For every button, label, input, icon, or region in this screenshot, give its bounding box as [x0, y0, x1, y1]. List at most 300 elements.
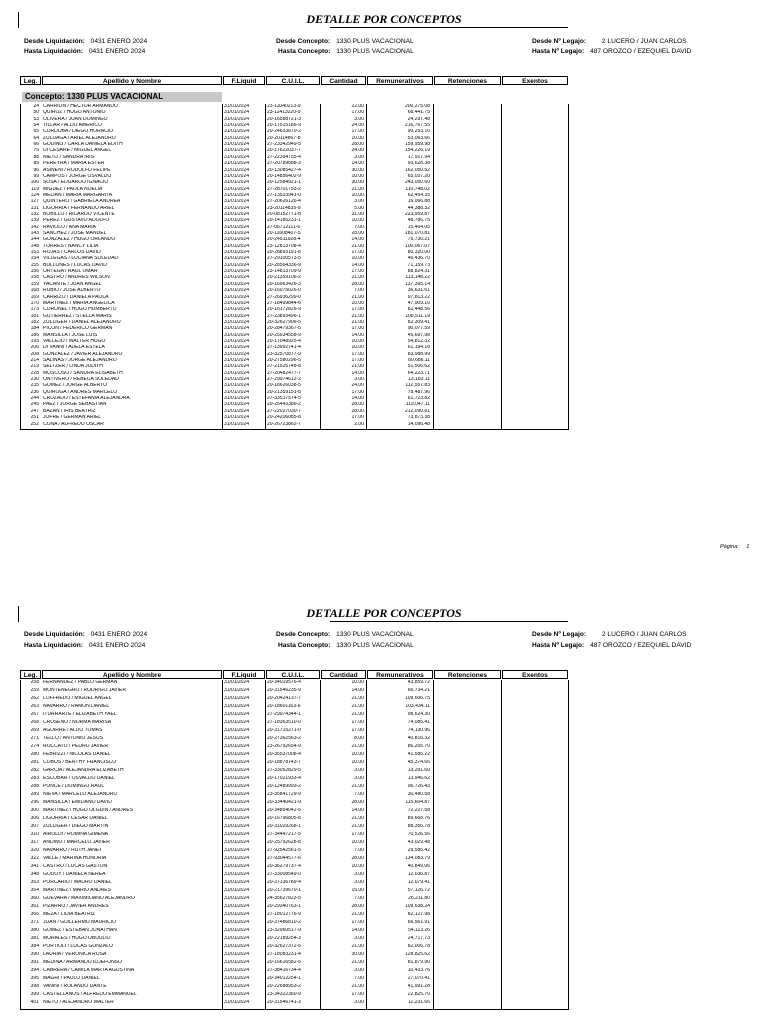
cantidad-cell: 10.00	[351, 338, 364, 344]
remunerativo-cell: 41,991.28	[407, 984, 430, 989]
cantidad-cell: 14.00	[351, 688, 364, 693]
name-cell: MORALES / HUGO OBDULIO	[43, 936, 111, 941]
date-cell: 31/01/2024	[224, 752, 250, 757]
name-cell: RUBIO / JOSE ALBERTO	[43, 288, 101, 294]
date-cell: 31/01/2024	[224, 243, 250, 249]
remunerativo-cell: 53,063.66	[407, 135, 430, 141]
data-table-page-2	[0, 680, 768, 1020]
name-cell: ESCOBAR / OSVALDO DANIEL	[43, 776, 115, 781]
cantidad-cell: 3.00	[354, 768, 364, 773]
cuil-cell: 23-11413220-9	[267, 110, 301, 116]
cantidad-cell: 17.00	[351, 307, 364, 313]
cantidad-cell: 21.00	[351, 294, 364, 300]
cuil-cell: 23-26792654-9	[267, 744, 301, 749]
legajo-cell: 300	[30, 808, 39, 813]
date-cell: 31/01/2024	[224, 167, 250, 173]
cuil-cell: 20-20424137-7	[267, 696, 301, 701]
table-row	[0, 352, 768, 358]
name-cell: VALLEJO / WALTER HUGO	[43, 338, 106, 344]
cuil-cell: 20-16172826-9	[267, 307, 301, 313]
table-row	[0, 364, 768, 370]
cuil-cell: 20-29340763-1	[267, 904, 301, 909]
cuil-cell: 27-18499844-6	[267, 300, 301, 306]
legajo-cell: 395	[30, 976, 39, 981]
table-row	[0, 345, 768, 351]
table-gridline	[366, 680, 367, 1009]
cantidad-cell: 17.00	[351, 920, 364, 925]
remunerativo-cell: 93,628.38	[407, 161, 430, 167]
cuil-cell: 20-17515186-9	[267, 123, 301, 129]
cantidad-cell: 17.00	[351, 415, 364, 421]
table-gridline	[433, 680, 434, 1009]
remunerativo-cell: 109,638.24	[404, 904, 430, 909]
cantidad-cell: 14.00	[351, 237, 364, 243]
date-cell: 31/01/2024	[224, 262, 250, 268]
date-cell: 31/01/2024	[224, 300, 250, 306]
col-exentos: Exentos	[502, 670, 568, 679]
name-cell: JOFRE / GERMAN ARIEL	[43, 415, 102, 421]
remunerativo-cell: 16,066.88	[407, 199, 430, 205]
remunerativo-cell: 98,624.30	[407, 712, 430, 717]
name-cell: CRUSENO / NORMA MARISA	[43, 720, 112, 725]
cuil-cell: 20-25792628-8	[267, 840, 301, 845]
legajo-cell: 206	[30, 345, 39, 351]
legajo-cell: 173	[30, 307, 39, 313]
cuil-cell: 27-13533941-0	[267, 192, 301, 198]
cantidad-cell: 14.00	[351, 332, 364, 338]
cuil-cell: 20-28893191-8	[267, 250, 301, 256]
remunerativo-cell: 65,037.20	[407, 173, 430, 179]
name-cell: ITURRARTE / ELIZABETH YAEL	[43, 712, 117, 717]
remunerativo-cell: 82,309.41	[407, 319, 430, 325]
cantidad-cell: 17.00	[351, 832, 364, 837]
hasta-liquidacion: Hasta Liquidación: 0431 ENERO 2024	[24, 642, 146, 649]
cantidad-cell: 28.00	[351, 904, 364, 909]
table-row	[0, 760, 768, 766]
remunerativo-cell: 80,686.11	[408, 358, 430, 363]
name-cell: MARTINEZ / MARIO ANDRES	[43, 888, 111, 893]
legajo-cell: 170	[30, 300, 39, 306]
date-cell: 31/01/2024	[224, 888, 250, 893]
cuil-cell: 20-31546741-3	[267, 1000, 301, 1005]
remunerativo-cell: 22,825.70	[407, 992, 430, 997]
name-cell: CARRION / HECTOR ARMANDO	[43, 104, 118, 109]
remunerativo-cell: 108,511.19	[405, 313, 430, 319]
cuil-cell: 27-20789688-3	[267, 161, 301, 167]
name-cell: RAVIOLO / ANA MARIA	[43, 224, 96, 230]
name-cell: QUIROGA / ANDRES MARCELO	[43, 389, 118, 395]
cuil-cell: 23-34322360-9	[267, 992, 301, 997]
remunerativo-cell: 68,441.75	[407, 110, 430, 116]
legajo-cell: 384	[30, 944, 39, 949]
report-title: DETALLE POR CONCEPTOS	[306, 606, 462, 620]
desde-legajo: Desde Nº Legajo: 2 LUCERO / JUAN CARLOS	[532, 631, 687, 638]
table-row	[0, 180, 768, 186]
cantidad-cell: 10.00	[351, 135, 364, 141]
remunerativo-cell: 71,159.73	[407, 262, 430, 268]
table-gridline	[433, 104, 434, 429]
cantidad-cell: 10.00	[351, 218, 364, 224]
date-cell: 31/01/2024	[224, 313, 250, 319]
cantidad-cell: 3.00	[354, 1000, 364, 1005]
name-cell: PICON / FEDERICO GERMAN	[43, 326, 113, 332]
table-row	[0, 415, 768, 421]
name-cell: CASTELLANOS / ALFREDO EMMANUEL	[43, 992, 137, 997]
legajo-cell: 247	[30, 408, 39, 414]
table-row	[0, 872, 768, 878]
cuil-cell: 27-06712111-6	[267, 224, 301, 230]
date-cell: 31/01/2024	[224, 161, 250, 167]
name-cell: MELIAN / MARIA MARGARITA	[43, 192, 113, 198]
remunerativo-cell: 13,946.62	[407, 776, 430, 781]
legajo-cell: 289	[30, 792, 39, 797]
legajo-cell: 106	[30, 180, 39, 186]
remunerativo-cell: 78,487.96	[407, 389, 430, 395]
desde-legajo: Desde Nº Legajo: 2 LUCERO / JUAN CARLOS	[532, 38, 687, 45]
remunerativo-cell: 110,748.02	[405, 186, 430, 192]
name-cell: QUIROZ / HUGO ANTONIO	[43, 110, 106, 116]
cuil-cell: 20-14856402-9	[267, 173, 301, 179]
table-row	[0, 688, 768, 694]
remunerativo-cell: 17,917.94	[407, 154, 430, 160]
table-row	[0, 269, 768, 275]
table-row	[0, 333, 768, 339]
name-cell: FEBRIZZI / NICOLAS DANIEL	[43, 752, 111, 757]
date-cell: 31/01/2024	[224, 275, 250, 281]
legajo-cell: 88	[33, 154, 39, 160]
cuil-cell: 20-21739670-1	[267, 888, 301, 893]
remunerativo-cell: 200,275.08	[404, 104, 430, 109]
data-table-page-1	[0, 104, 768, 427]
remunerativo-cell: 74,130.96	[407, 728, 430, 733]
name-cell: ONTIVERO / REBECA SOLEDAD	[43, 377, 119, 383]
cuil-cell: 20-16796805-8	[267, 816, 301, 821]
legajo-cell: 283	[30, 776, 39, 781]
col-fliquid: F.Liquid	[223, 76, 265, 85]
remunerativo-cell: 47,909.10	[407, 300, 430, 306]
name-cell: ROJAS / CARLOS DAVID	[43, 250, 101, 256]
legajo-cell: 371	[30, 920, 39, 925]
name-cell: ASINENI / RODOLFO FELIPE	[43, 167, 111, 173]
remunerativo-cell: 88,356.78	[407, 824, 430, 829]
cuil-cell: 27-34447217-5	[267, 832, 301, 837]
name-cell: CASTRO / ANDRES WILSON	[43, 275, 110, 281]
date-cell: 31/01/2024	[224, 792, 250, 797]
cuil-cell: 20-13085427-4	[267, 167, 301, 173]
name-cell: MARTINEZ / HUGO OLGUIN / ANDRES	[43, 808, 133, 813]
table-row	[0, 295, 768, 301]
name-cell: CORDOBA / DIEGO HORACIO	[43, 129, 114, 135]
cantidad-cell: 10.00	[351, 173, 364, 179]
cuil-cell: 20-17021933-4	[267, 776, 301, 781]
cuil-cell: 20-25443386-2	[267, 402, 301, 408]
cantidad-cell: 21.00	[351, 744, 364, 749]
cuil-cell: 20-21359151-8	[267, 389, 301, 395]
page-footer: Página: 1	[720, 544, 750, 550]
date-cell: 31/01/2024	[224, 896, 250, 901]
cantidad-cell: 14.00	[351, 262, 364, 268]
cantidad-cell: 30.00	[351, 180, 364, 186]
date-cell: 31/01/2024	[224, 116, 250, 122]
col-name: Apellido y Nombre	[42, 670, 222, 679]
cantidad-cell: 21.00	[351, 984, 364, 989]
legajo-cell: 53	[33, 116, 39, 122]
table-row	[0, 920, 768, 926]
table-row	[0, 728, 768, 734]
table-row	[0, 231, 768, 237]
cuil-cell: 27-21526748-8	[267, 364, 301, 370]
title-underline	[330, 621, 568, 622]
cantidad-cell: 24.00	[351, 148, 364, 154]
name-cell: MIGUEZ / PAOLA NOELIA	[43, 186, 103, 192]
col-cantidad: Cantidad	[321, 76, 366, 85]
name-cell: VANINI / ROLANDO DANTE	[43, 984, 107, 989]
remunerativo-cell: 103,434.11	[405, 704, 430, 709]
remunerativo-cell: 115,604.87	[405, 800, 430, 805]
cuil-cell: 27-13992741-4	[267, 345, 301, 351]
cuil-cell: 20-16963426-3	[267, 281, 301, 287]
legajo-cell: 143	[30, 231, 39, 236]
date-cell: 31/01/2024	[224, 960, 250, 965]
cantidad-cell: 17.00	[351, 129, 364, 135]
cantidad-cell: 10.00	[351, 864, 364, 869]
table-row	[0, 832, 768, 838]
cantidad-cell: 5.00	[354, 205, 364, 211]
remunerativo-cell: 90,253.16	[407, 129, 430, 135]
table-row	[0, 696, 768, 702]
remunerativo-cell: 243,050.60	[404, 180, 430, 186]
name-cell: CAMPOS / JORGE OSVALDO	[43, 173, 112, 179]
cuil-cell: 20-31029268-1	[267, 824, 301, 829]
cantidad-cell: 28.00	[351, 402, 364, 408]
date-cell: 31/01/2024	[224, 294, 250, 300]
date-cell: 31/01/2024	[224, 784, 250, 789]
table-row	[0, 396, 768, 402]
cantidad-cell: 3.00	[354, 116, 364, 122]
name-cell: CASTRO / LUCAS GASTON	[43, 864, 108, 869]
name-cell: TORRES / NANCY LILIA	[43, 243, 99, 249]
cuil-cell: 20-22189254-3	[267, 936, 301, 941]
table-row	[0, 263, 768, 269]
table-row	[0, 237, 768, 243]
table-row	[0, 155, 768, 161]
legajo-cell: 153	[30, 250, 39, 256]
cantidad-cell: 21.00	[351, 313, 364, 319]
date-cell: 31/01/2024	[224, 377, 250, 383]
date-cell: 31/01/2024	[224, 173, 250, 179]
name-cell: NAVARRO / RAMON DANIEL	[43, 704, 110, 709]
legajo-cell: 184	[30, 326, 39, 332]
cantidad-cell: 10.00	[351, 345, 364, 351]
cantidad-cell: 14.00	[351, 808, 364, 813]
col-retenciones: Retenciones	[434, 670, 501, 679]
name-cell: PONCE / DOMINGO RAUL	[43, 784, 105, 789]
date-cell: 31/01/2024	[224, 192, 250, 198]
legajo-cell: 89	[33, 161, 39, 167]
date-cell: 31/01/2024	[224, 936, 250, 941]
name-cell: VALLE / MARINA HONORIA	[43, 856, 107, 861]
remunerativo-cell: 73,873.38	[407, 415, 430, 421]
cuil-cell: 27-28701753-2	[267, 186, 301, 192]
remunerativo-cell: 74,085.41	[407, 720, 430, 725]
desde-liquidacion: Desde Liquidación: 0431 ENERO 2024	[24, 38, 148, 45]
table-row	[0, 840, 768, 846]
cantidad-cell: 10.00	[351, 752, 364, 757]
remunerativo-cell: 54,113.26	[408, 928, 430, 933]
remunerativo-cell: 137,395.14	[404, 281, 430, 287]
legajo-cell: 380	[30, 928, 39, 933]
date-cell: 31/01/2024	[224, 402, 250, 408]
date-cell: 31/01/2024	[224, 110, 250, 116]
legajo-cell: 124	[30, 192, 39, 198]
table-row	[0, 301, 768, 307]
cantidad-cell: 28.00	[351, 142, 364, 148]
cuil-cell: 27-23342949-5	[267, 142, 301, 148]
col-leg: Leg.	[20, 670, 41, 679]
col-retenciones: Retenciones	[434, 76, 501, 85]
name-cell: PIZARRO / JAVIER ANDRES	[43, 904, 109, 909]
cuil-cell: 27-20626126-4	[267, 199, 301, 205]
date-cell: 31/01/2024	[224, 680, 250, 685]
remunerativo-cell: 80,320.00	[407, 250, 430, 256]
cantidad-cell: 3.00	[354, 880, 364, 885]
date-cell: 31/01/2024	[224, 218, 250, 224]
name-cell: MARTINEZ / MARIA ANGELICA	[43, 300, 115, 306]
remunerativo-cell: 44,388.32	[407, 205, 430, 211]
legajo-cell: 142	[30, 224, 39, 230]
cantidad-cell: 14.00	[351, 370, 364, 376]
date-cell: 31/01/2024	[224, 129, 250, 135]
name-cell: CARRIZO / DANIELA PAOLA	[43, 294, 109, 300]
table-row	[0, 110, 768, 116]
cantidad-cell: 21.00	[351, 319, 364, 325]
date-cell: 31/01/2024	[224, 135, 250, 141]
cantidad-cell: 28.00	[351, 408, 364, 414]
name-cell: MEZA / LIDIA BEATRIZ	[43, 912, 96, 917]
date-cell: 31/01/2024	[224, 720, 250, 725]
legajo-cell: 181	[30, 313, 39, 319]
cantidad-cell: 10.00	[351, 256, 364, 262]
name-cell: LOFFREDO / MIGUEL ANGEL	[43, 696, 112, 701]
date-cell: 31/01/2024	[224, 848, 250, 853]
date-cell: 31/01/2024	[224, 256, 250, 262]
cuil-cell: 27-18012776-9	[267, 912, 301, 917]
table-bottom-line	[20, 429, 569, 430]
cantidad-cell: 7.00	[354, 976, 364, 981]
date-cell: 31/01/2024	[224, 768, 250, 773]
cantidad-cell: 10.00	[351, 840, 364, 845]
legajo-cell: 361	[30, 904, 39, 909]
col-leg: Leg.	[20, 76, 41, 85]
legajo-cell: 158	[30, 275, 39, 281]
remunerativo-cell: 51,506.62	[407, 364, 430, 370]
legajo-cell: 228	[30, 370, 39, 376]
table-row	[0, 136, 768, 142]
date-cell: 31/01/2024	[224, 728, 250, 733]
cuil-cell: 23-32570877-9	[267, 351, 301, 357]
table-row	[0, 193, 768, 199]
table-row	[0, 704, 768, 710]
cuil-cell: 20-24511928-4	[267, 237, 301, 243]
cantidad-cell: 21.00	[351, 275, 364, 281]
cantidad-cell: 17.00	[351, 250, 364, 256]
table-row	[0, 944, 768, 950]
table-row	[0, 1000, 768, 1006]
remunerativo-cell: 70,526.56	[407, 832, 430, 837]
remunerativo-cell: 54,812.32	[407, 338, 430, 344]
date-cell: 31/01/2024	[224, 832, 250, 837]
cantidad-cell: 21.00	[351, 243, 364, 249]
cuil-cell: 20-16075026-0	[267, 288, 301, 294]
name-cell: ZULLIGER / DIEGO MARTIN	[43, 824, 109, 829]
date-cell: 31/01/2024	[224, 288, 250, 294]
date-cell: 31/01/2024	[224, 383, 250, 389]
legajo-cell: 398	[30, 984, 39, 989]
cuil-cell: 20-18878743-7	[267, 760, 301, 765]
date-cell: 31/01/2024	[224, 231, 250, 236]
cuil-cell: 23-32960517-9	[267, 928, 301, 933]
name-cell: GODINO / CARLA DANIELA EDITH	[43, 142, 123, 148]
remunerativo-cell: 40,816.32	[407, 736, 430, 741]
desde-liquidacion: Desde Liquidación: 0431 ENERO 2024	[24, 631, 148, 638]
table-row	[0, 320, 768, 326]
legajo-cell: 296	[30, 800, 39, 805]
remunerativo-cell: 83,988.99	[407, 351, 430, 357]
date-cell: 31/01/2024	[224, 992, 250, 997]
table-gridline	[20, 104, 21, 429]
name-cell: FERNANDEZ / PABLO GERMAN	[43, 680, 118, 685]
table-row	[0, 250, 768, 256]
date-cell: 31/01/2024	[224, 880, 250, 885]
cantidad-cell: 30.00	[351, 952, 364, 957]
name-cell: MONTENEGRO / RODRIGO JAVIER	[43, 688, 126, 693]
cantidad-cell: 28.00	[351, 856, 364, 861]
remunerativo-cell: 43,859.72	[407, 680, 430, 685]
date-cell: 31/01/2024	[224, 920, 250, 925]
table-row	[0, 936, 768, 942]
date-cell: 31/01/2024	[224, 237, 250, 243]
remunerativo-cell: 12,079.41	[407, 880, 430, 885]
remunerativo-cell: 41,585.22	[407, 752, 430, 757]
name-cell: CONA / ALFREDO OSCAR	[43, 421, 104, 427]
cantidad-cell: 15.00	[351, 888, 364, 893]
date-cell: 31/01/2024	[224, 142, 250, 148]
legajo-cell: 252	[30, 421, 39, 427]
cantidad-cell: 24.00	[351, 383, 364, 389]
cantidad-cell: 17.00	[351, 326, 364, 332]
cuil-cell: 20-12489993-2	[267, 784, 301, 789]
cuil-cell: 20-16588721-3	[267, 116, 301, 122]
remunerativo-cell: 97,813.22	[407, 294, 430, 300]
cantidad-cell: 17.00	[351, 110, 364, 116]
cantidad-cell: 21.00	[351, 712, 364, 717]
cuil-cell: 20-26723862-7	[267, 421, 301, 427]
cuil-cell: 20-37486810-2	[267, 920, 301, 925]
legajo-cell: 75	[33, 148, 39, 154]
remunerativo-cell: 81,448.56	[407, 307, 430, 313]
remunerativo-cell: 66,734.21	[407, 688, 430, 693]
cuil-cell: 27-29974344-1	[267, 712, 301, 717]
date-cell: 31/01/2024	[224, 364, 250, 370]
date-cell: 31/01/2024	[224, 912, 250, 917]
date-cell: 31/01/2024	[224, 944, 250, 949]
cantidad-cell: 21.00	[351, 816, 364, 821]
date-cell: 31/01/2024	[224, 148, 250, 154]
remunerativo-cell: 154,226.19	[404, 148, 430, 154]
table-row	[0, 720, 768, 726]
legajo-cell: 282	[30, 768, 39, 773]
report-page-2	[0, 600, 768, 1024]
